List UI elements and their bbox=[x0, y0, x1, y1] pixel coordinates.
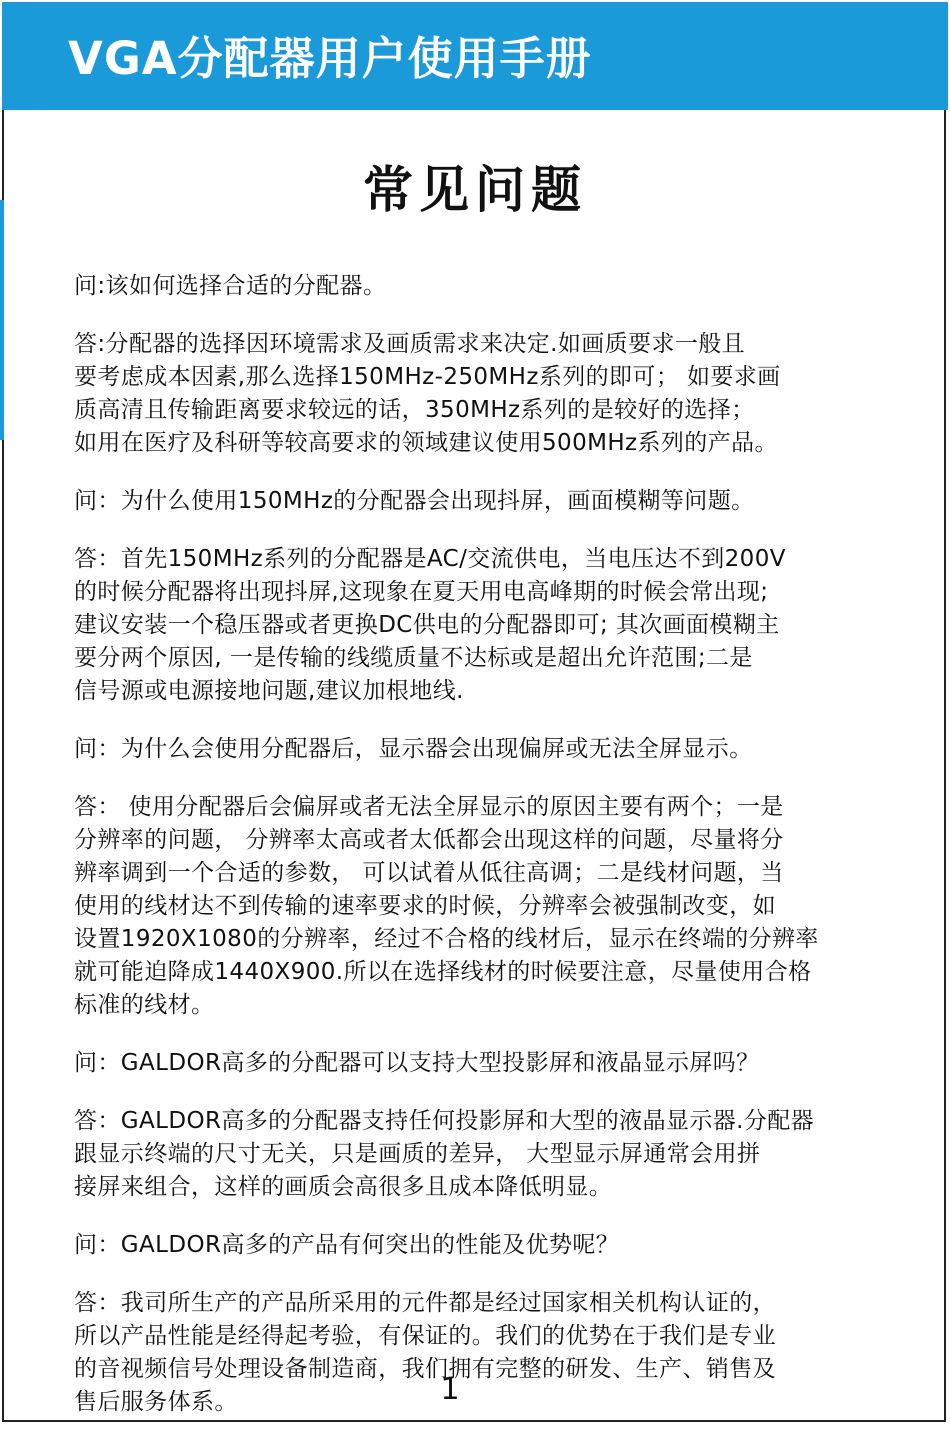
faq-question bbox=[74, 270, 894, 303]
header-bar bbox=[2, 2, 948, 110]
text-line: 质高清且传输距离要求较远的话，350MHz系列的是较好的选择； bbox=[74, 397, 755, 423]
page-number: 1 bbox=[440, 1372, 460, 1407]
side-accent-strip bbox=[0, 200, 4, 440]
faq-answer bbox=[74, 1105, 894, 1204]
text-line: 的音视频信号处理设备制造商，我们拥有完整的研发、生产、销售及 bbox=[74, 1356, 776, 1382]
faq-question bbox=[74, 1229, 894, 1262]
text-line: 问：GALDOR高多的产品有何突出的性能及优势呢？ bbox=[74, 1232, 620, 1258]
text-line: 如用在医疗及科研等较高要求的领域建议使用500MHz系列的产品。 bbox=[74, 430, 778, 456]
faq-answer bbox=[74, 791, 894, 1022]
text-line: 信号源或电源接地问题,建议加根地线. bbox=[74, 678, 464, 704]
text-line: 使用的线材达不到传输的速率要求的时候，分辨率会被强制改变，如 bbox=[74, 893, 776, 919]
text-line: 分辨率的问题， 分辨率太高或者太低都会出现这样的问题，尽量将分 bbox=[74, 827, 784, 853]
text-line: 问：为什么会使用分配器后，显示器会出现偏屏或无法全屏显示。 bbox=[74, 736, 753, 762]
faq-answer bbox=[74, 543, 894, 708]
text-line: 要分两个原因, 一是传输的线缆质量不达标或是超出允许范围;二是 bbox=[74, 645, 753, 671]
text-line: 设置1920X1080的分辨率，经过不合格的线材后，显示在终端的分辨率 bbox=[74, 926, 819, 952]
text-line: 答：GALDOR高多的分配器支持任何投影屏和大型的液晶显示器.分配器 bbox=[74, 1108, 815, 1134]
text-line: 标准的线材。 bbox=[74, 992, 215, 1018]
faq-question bbox=[74, 485, 894, 518]
text-line: 就可能迫降成1440X900.所以在选择线材的时候要注意，尽量使用合格 bbox=[74, 959, 812, 985]
text-line: 要考虑成本因素,那么选择150MHz-250MHz系列的即可； 如要求画 bbox=[74, 364, 781, 390]
text-line: 的时候分配器将出现抖屏,这现象在夏天用电高峰期的时候会常出现; bbox=[74, 579, 769, 605]
text-line: 问：GALDOR高多的分配器可以支持大型投影屏和液晶显示屏吗？ bbox=[74, 1050, 760, 1076]
text-line: 答:分配器的选择因环境需求及画质需求来决定.如画质要求一般且 bbox=[74, 331, 746, 357]
faq-question bbox=[74, 1047, 894, 1080]
text-line: 接屏来组合，这样的画质会高很多且成本降低明显。 bbox=[74, 1174, 613, 1200]
text-line: 答：我司所生产的产品所采用的元件都是经过国家相关机构认证的， bbox=[74, 1290, 776, 1316]
text-line: 问:该如何选择合适的分配器。 bbox=[74, 273, 387, 299]
text-line: 问：为什么使用150MHz的分配器会出现抖屏，画面模糊等问题。 bbox=[74, 488, 755, 514]
text-line: 答：首先150MHz系列的分配器是AC/交流供电，当电压达不到200V bbox=[74, 546, 786, 572]
text-line: 所以产品性能是经得起考验，有保证的。我们的优势在于我们是专业 bbox=[74, 1323, 776, 1349]
text-line: 建议安装一个稳压器或者更换DC供电的分配器即可; 其次画面模糊主 bbox=[74, 612, 780, 638]
page-title: 常见问题 bbox=[363, 161, 587, 219]
text-line: 跟显示终端的尺寸无关，只是画质的差异， 大型显示屏通常会用拼 bbox=[74, 1141, 761, 1167]
manual-title: VGA分配器用户使用手册 bbox=[68, 32, 592, 85]
text-line: 辨率调到一个合适的参数， 可以试着从低往高调；二是线材问题，当 bbox=[74, 860, 784, 886]
text-line: 答： 使用分配器后会偏屏或者无法全屏显示的原因主要有两个；一是 bbox=[74, 794, 784, 820]
faq-section bbox=[74, 270, 894, 1444]
faq-question bbox=[74, 733, 894, 766]
faq-answer bbox=[74, 328, 894, 460]
text-line: 售后服务体系。 bbox=[74, 1389, 238, 1415]
